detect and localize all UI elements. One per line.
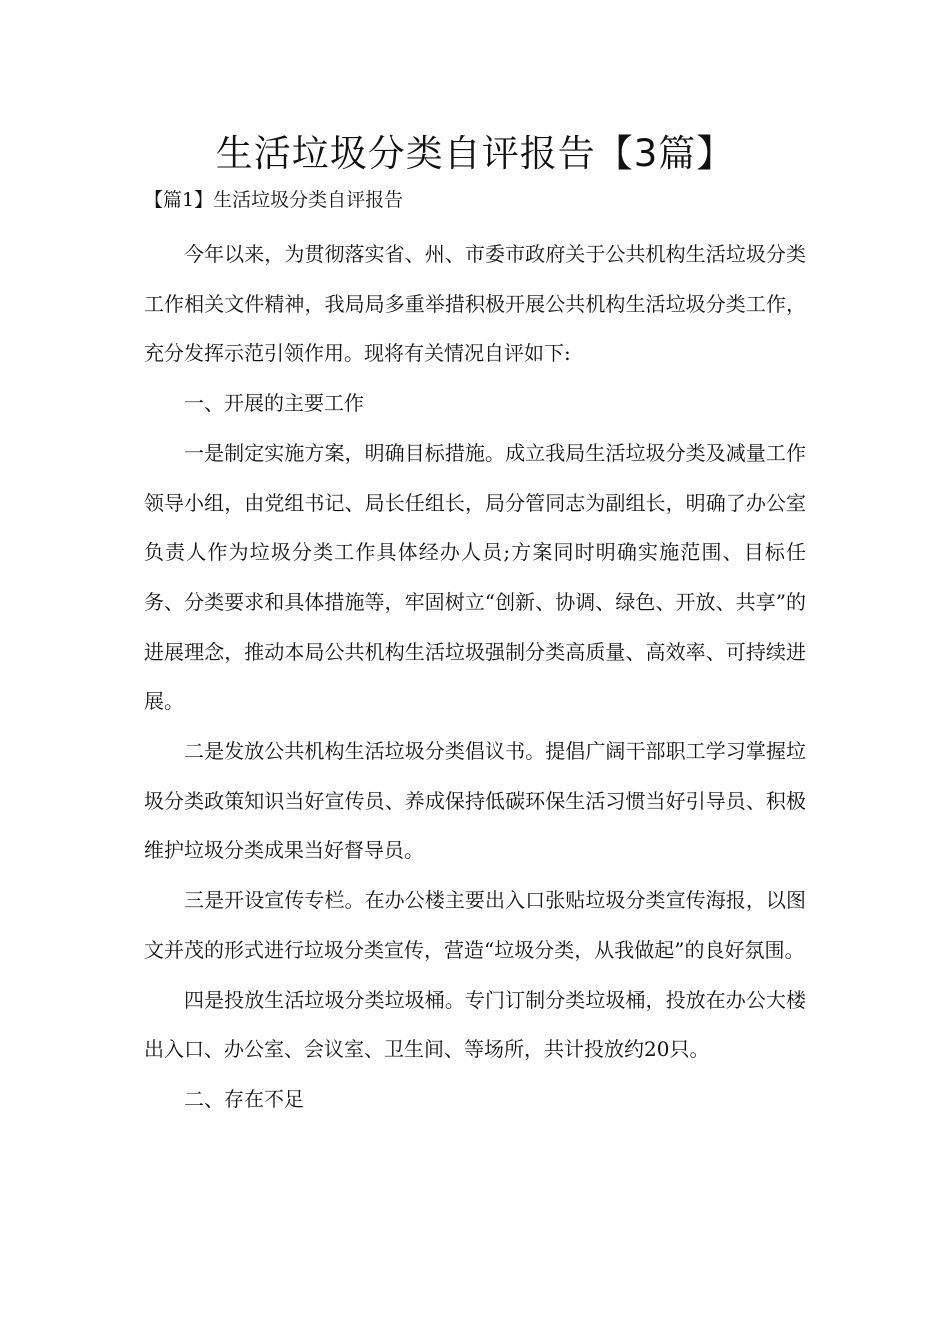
- paragraph-item-1: 一是制定实施方案，明确目标措施。成立我局生活垃圾分类及减量工作领导小组，由党组书记、局长任组长，局分管同志为副组长，明确了办公室负责人作为垃圾分类工作具体经办人员;方案同时明确实施范围、目标任务、分类要求和具体措施等，牢固树立“创新、协调、绿色、开放、共享”的进展理念，推动本局公共机构生活垃圾强制分类高质量、高效率、可持续进展。: [144, 440, 806, 714]
- paragraph-heading-main-work: 一、开展的主要工作: [184, 391, 364, 416]
- document-body: [144, 230, 806, 1125]
- section-heading: 【篇1】生活垃圾分类自评报告: [144, 189, 404, 211]
- paragraph-intro: 今年以来，为贯彻落实省、州、市委市政府关于公共机构生活垃圾分类工作相关文件精神，我局局多重举措积极开展公共机构生活垃圾分类工作，充分发挥示范引领作用。现将有关情况自评如下:: [144, 242, 806, 366]
- paragraph-item-2: 二是发放公共机构生活垃圾分类倡议书。提倡广阔干部职工学习掌握垃圾分类政策知识当好宣传员、养成保持低碳环保生活习惯当好引导员、积极维护垃圾分类成果当好督导员。: [144, 739, 806, 863]
- paragraph-item-3: 三是开设宣传专栏。在办公楼主要出入口张贴垃圾分类宣传海报，以图文并茂的形式进行垃圾分类宣传，营造“垃圾分类，从我做起”的良好氛围。: [144, 888, 806, 962]
- paragraph-item-4: 四是投放生活垃圾分类垃圾桶。专门订制分类垃圾桶，投放在办公大楼出入口、办公室、会议室、卫生间、等场所，共计投放约20只。: [144, 987, 806, 1062]
- document-title: 生活垃圾分类自评报告【3篇】: [215, 132, 735, 175]
- paragraph-heading-shortcomings: 二、存在不足: [184, 1086, 304, 1111]
